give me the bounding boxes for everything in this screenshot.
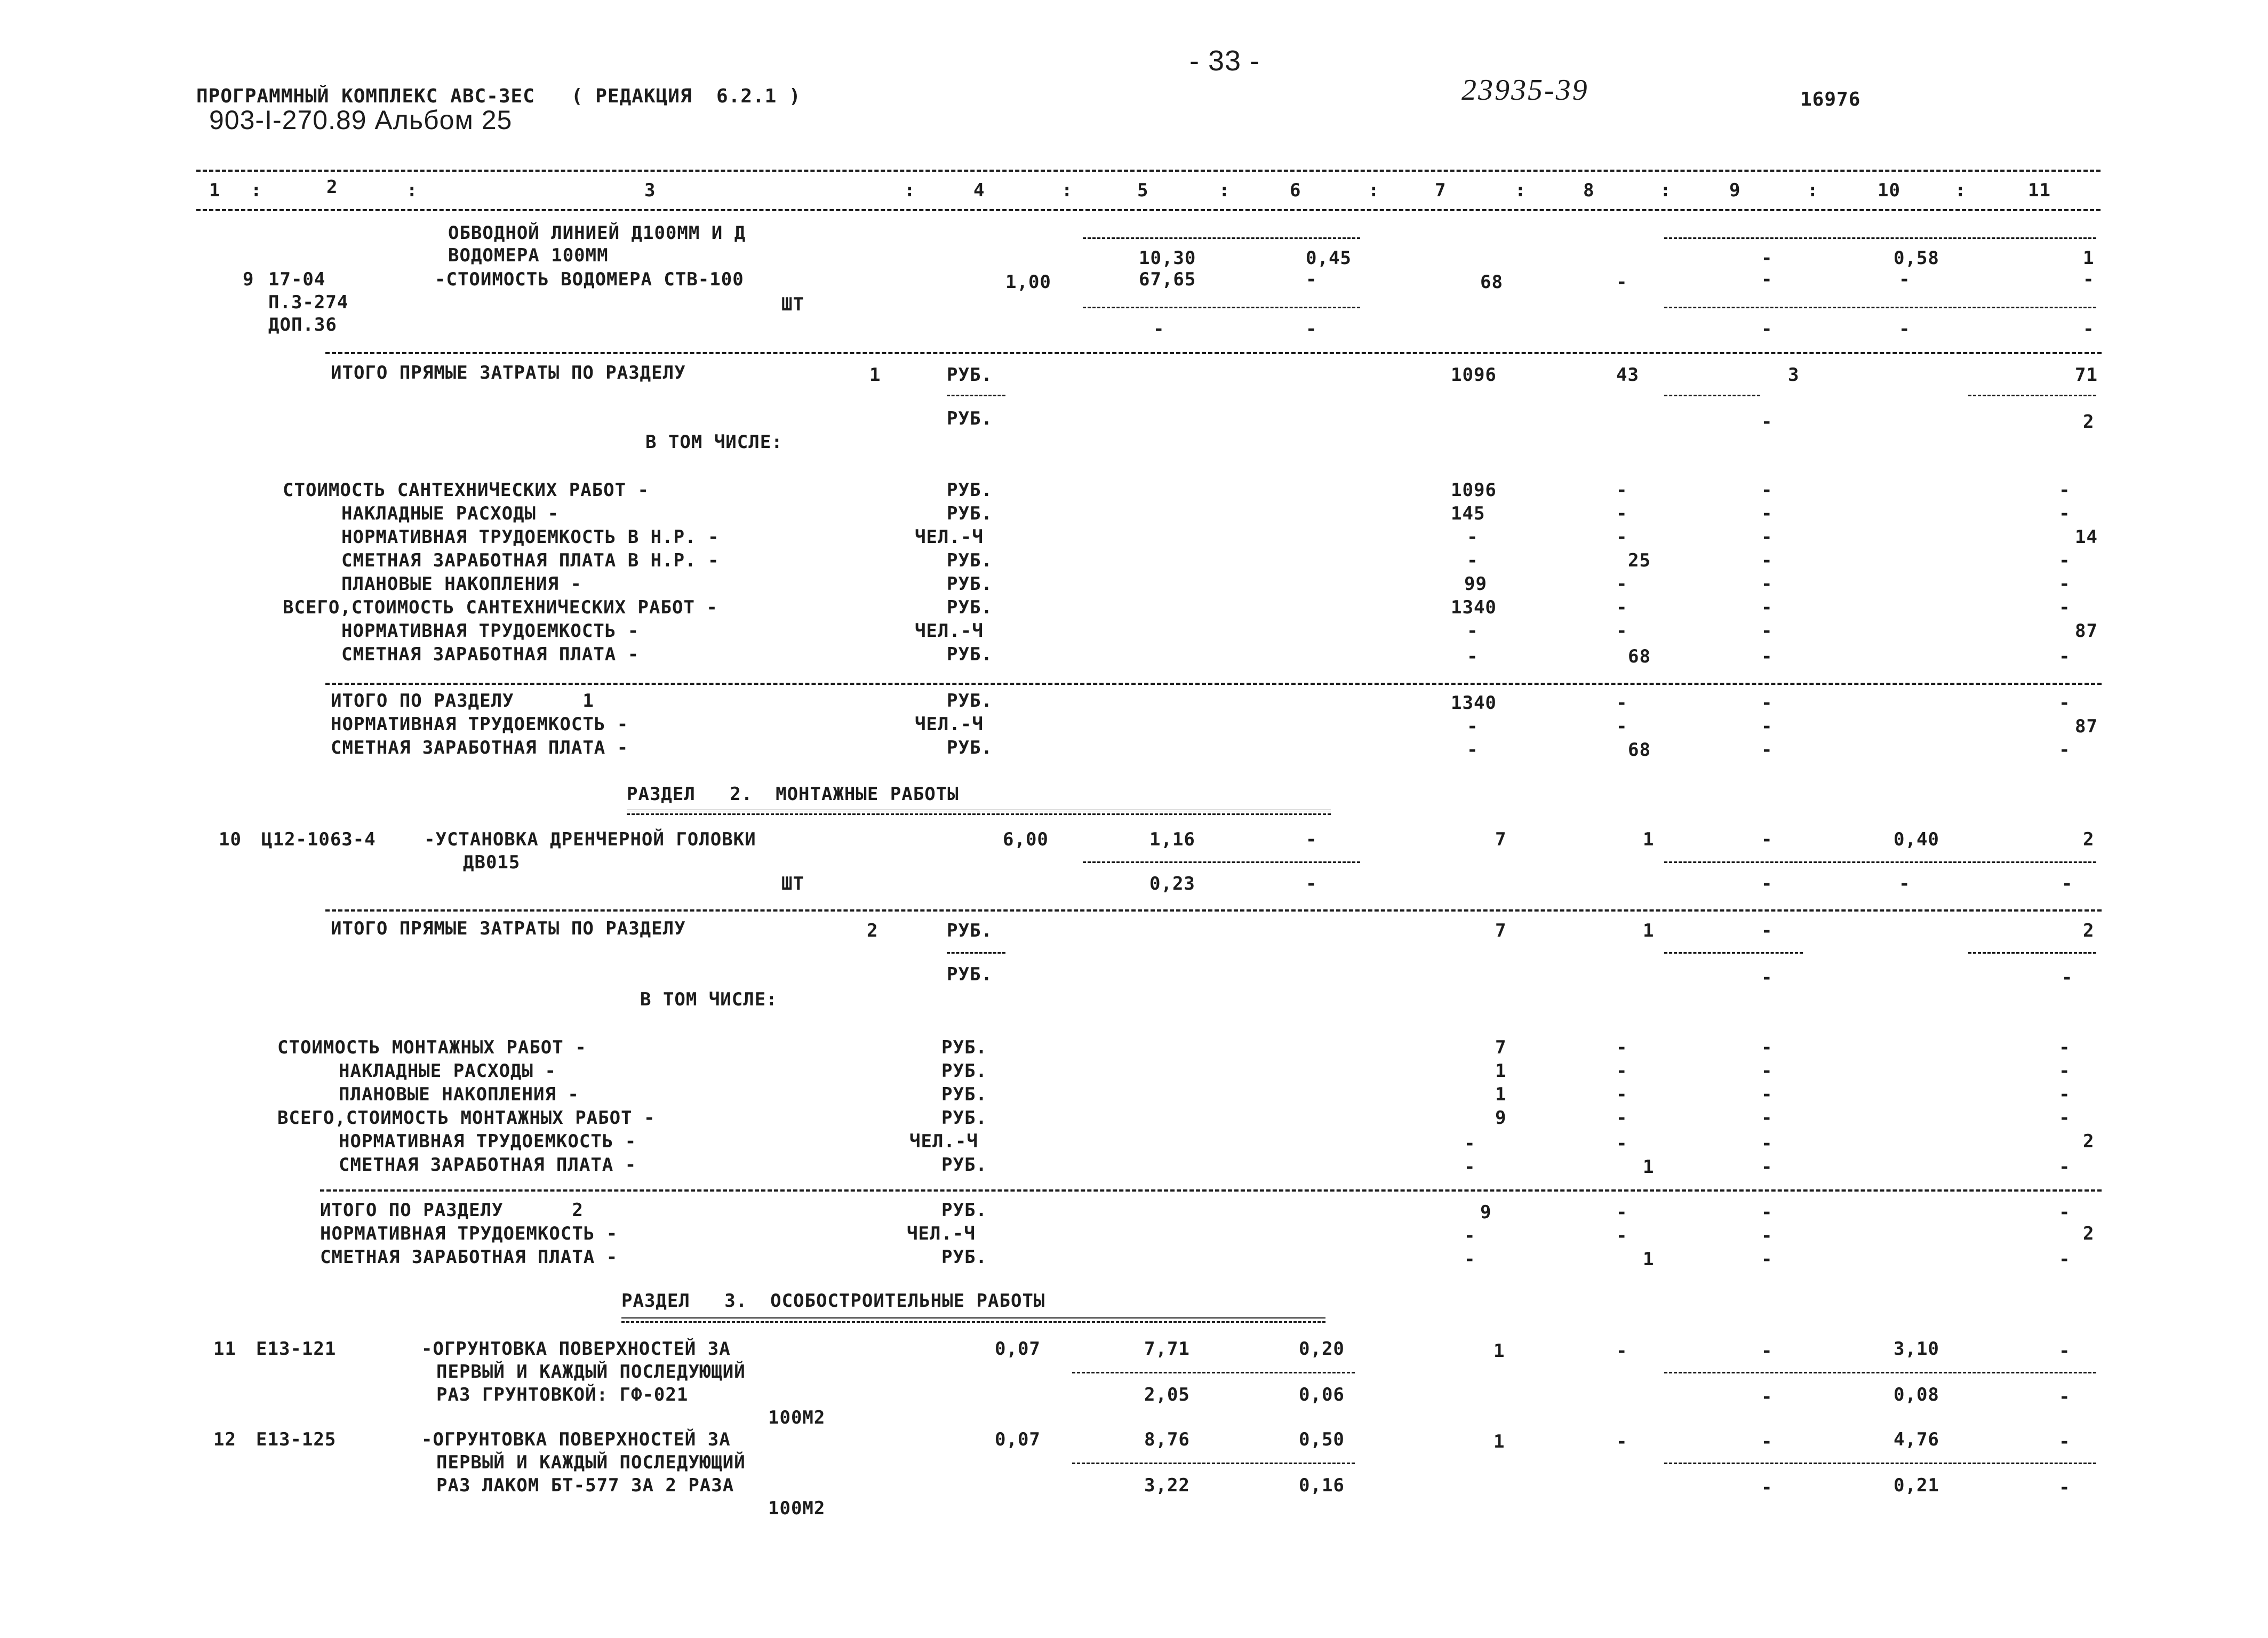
cell-col7: - <box>1467 716 1479 737</box>
section-2-title: РАЗДЕЛ 2. МОНТАЖНЫЕ РАБОТЫ <box>627 784 959 805</box>
cell-rule <box>1664 307 2096 308</box>
cell-col5: 3,22 <box>1144 1475 1190 1496</box>
row-description: ПЕРВЫЙ И КАЖДЫЙ ПОСЛЕДУЮЩИЙ <box>436 1452 746 1473</box>
unit-label: РУБ. <box>947 964 993 985</box>
unit-label: РУБ. <box>941 1084 987 1105</box>
cell-col5: 0,23 <box>1149 873 1195 894</box>
cell-col8: - <box>1616 1084 1628 1105</box>
cell-col9: - <box>1761 920 1773 941</box>
cell-col7: - <box>1467 646 1479 667</box>
cell-col4: 6,00 <box>1003 829 1049 850</box>
cell-col9: - <box>1761 1107 1773 1129</box>
cell-col9: - <box>1761 967 1773 988</box>
unit-label: РУБ. <box>941 1154 987 1176</box>
cell-col11: - <box>2059 1340 2071 1362</box>
cell-col11: - <box>2083 269 2095 290</box>
unit-label: РУБ. <box>947 364 993 386</box>
col-sep: : <box>1368 180 1380 201</box>
summary-label: ПЛАНОВЫЕ НАКОПЛЕНИЯ - <box>339 1084 579 1105</box>
col-sep: : <box>1061 180 1073 201</box>
cell-col7: - <box>1464 1156 1476 1178</box>
cell-rule <box>1083 237 1360 239</box>
cell-col11: 71 <box>2075 364 2098 386</box>
unit-label: РУБ. <box>941 1060 987 1082</box>
unit-label: РУБ. <box>947 408 993 429</box>
cell-col5: 10,30 <box>1139 247 1196 269</box>
col-header-6: 6 <box>1290 180 1301 201</box>
col-header-7: 7 <box>1435 180 1447 201</box>
album-ref: 903-I-270.89 Альбом 25 <box>209 105 513 135</box>
cell-col9: - <box>1761 739 1773 761</box>
cell-col7: - <box>1467 526 1479 548</box>
cell-col8: 25 <box>1628 550 1651 571</box>
cell-col9: - <box>1761 1431 1773 1452</box>
row-unit: ШТ <box>781 294 804 315</box>
section-number: 1 <box>869 364 881 386</box>
cell-col9: - <box>1761 1249 1773 1270</box>
col-header-10: 10 <box>1878 180 1900 201</box>
cell-col10: 0,08 <box>1894 1384 1939 1405</box>
summary-label: НОРМАТИВНАЯ ТРУДОЕМКОСТЬ - <box>341 620 640 642</box>
cell-col9: - <box>1761 1133 1773 1154</box>
cell-col9: - <box>1761 620 1773 642</box>
cell-col11: 2 <box>2083 829 2095 850</box>
unit-label: РУБ. <box>947 550 993 571</box>
summary-label: НАКЛАДНЫЕ РАСХОДЫ - <box>341 503 559 524</box>
row-code: П.3-274 <box>268 292 349 313</box>
cell-col6: 0,16 <box>1299 1475 1345 1496</box>
cell-col9: - <box>1761 646 1773 667</box>
cell-rule <box>1664 1372 2096 1373</box>
unit-label: РУБ. <box>947 503 993 524</box>
cell-col11: - <box>2059 550 2071 571</box>
unit-label: ЧЕЛ.-Ч <box>915 620 984 642</box>
col-sep: : <box>406 180 418 201</box>
cell-col6: - <box>1306 829 1317 850</box>
row-description: -ОГРУНТОВКА ПОВЕРХНОСТЕЙ ЗА <box>421 1338 731 1360</box>
col-header-1: 1 <box>209 180 221 201</box>
cell-col11: 87 <box>2075 716 2098 737</box>
cell-rule <box>947 952 1005 954</box>
unit-label: РУБ. <box>947 597 993 618</box>
section-rule <box>325 909 2102 912</box>
cell-col8: - <box>1616 1133 1628 1154</box>
summary-label: СМЕТНАЯ ЗАРАБОТНАЯ ПЛАТА - <box>341 644 640 665</box>
cell-col8: - <box>1616 573 1628 595</box>
cell-col4: 0,07 <box>995 1338 1041 1360</box>
cell-col11: - <box>2059 1084 2071 1105</box>
summary-label: ВСЕГО,СТОИМОСТЬ САНТЕХНИЧЕСКИХ РАБОТ - <box>283 597 718 618</box>
row-number: 12 <box>213 1429 236 1450</box>
cell-col5: 2,05 <box>1144 1384 1190 1405</box>
program-name: ПРОГРАММНЫЙ КОМПЛЕКС АВС-ЗЕС ( РЕДАКЦИЯ 6.2.1 ) <box>196 85 801 107</box>
row-description: РАЗ ГРУНТОВКОЙ: ГФ-021 <box>436 1384 689 1405</box>
cell-col10: 4,76 <box>1894 1429 1939 1450</box>
cell-col11: - <box>2059 503 2071 524</box>
cell-col6: 0,45 <box>1306 247 1352 269</box>
unit-label: ЧЕЛ.-Ч <box>909 1131 978 1152</box>
summary-label: НОРМАТИВНАЯ ТРУДОЕМКОСТЬ В Н.Р. - <box>341 526 720 548</box>
cell-col11: - <box>2059 739 2071 761</box>
row-description: ДВ015 <box>463 852 521 873</box>
header-bottom-rule <box>196 209 2101 211</box>
cell-col8: - <box>1616 503 1628 524</box>
cell-col9: - <box>1761 411 1773 433</box>
cell-col8: - <box>1616 1107 1628 1129</box>
cell-col11: - <box>2059 480 2071 501</box>
cell-col7: 1340 <box>1451 597 1497 618</box>
section-rule <box>325 352 2102 354</box>
row-code: ДОП.36 <box>268 314 337 335</box>
cell-col7: 7 <box>1495 920 1507 941</box>
cell-col8: 1 <box>1643 920 1655 941</box>
cell-col9: - <box>1761 716 1773 737</box>
unit-label: РУБ. <box>941 1200 987 1221</box>
cell-col7: 1 <box>1495 1084 1507 1105</box>
col-header-2: 2 <box>326 177 338 198</box>
row-unit: 100М2 <box>768 1498 826 1519</box>
unit-label: ЧЕЛ.-Ч <box>907 1223 976 1244</box>
section-2-underline <box>627 810 1331 815</box>
summary-label: НАКЛАДНЫЕ РАСХОДЫ - <box>339 1060 556 1082</box>
cell-col6: - <box>1306 873 1317 894</box>
cell-col10: - <box>1899 269 1911 290</box>
section-number: 2 <box>867 920 879 941</box>
cell-col9: - <box>1761 829 1773 850</box>
unit-label: РУБ. <box>947 737 993 758</box>
cell-col9: - <box>1761 597 1773 618</box>
cell-col10: 0,40 <box>1894 829 1939 850</box>
row-number: 9 <box>243 269 254 290</box>
col-sep: : <box>1955 180 1967 201</box>
col-header-8: 8 <box>1583 180 1595 201</box>
cell-col9: - <box>1761 1340 1773 1362</box>
col-sep: : <box>1807 180 1819 201</box>
col-sep: : <box>1219 180 1231 201</box>
cell-col8: 1 <box>1643 1249 1655 1270</box>
cell-rule <box>1664 395 1760 396</box>
cell-col4: 1,00 <box>1005 271 1051 293</box>
cell-col7: 7 <box>1495 829 1507 850</box>
cell-col7: 7 <box>1495 1037 1507 1058</box>
cell-col10: 0,21 <box>1894 1475 1939 1496</box>
cell-col7: 1 <box>1494 1340 1505 1362</box>
cell-col11: 2 <box>2083 1131 2095 1152</box>
cell-rule <box>1664 237 2096 239</box>
cell-col5: 8,76 <box>1144 1429 1190 1450</box>
col-header-3: 3 <box>644 180 656 201</box>
cell-col9: - <box>1761 526 1773 548</box>
cell-rule <box>1664 861 2096 863</box>
cell-col7: - <box>1464 1249 1476 1270</box>
cell-col8: - <box>1616 1225 1628 1247</box>
unit-label: ЧЕЛ.-Ч <box>915 714 984 735</box>
cell-col11: 2 <box>2083 411 2095 433</box>
cell-rule <box>1968 395 2096 396</box>
row-code: 17-04 <box>268 269 326 290</box>
cell-col9: - <box>1761 873 1773 894</box>
summary-label: СМЕТНАЯ ЗАРАБОТНАЯ ПЛАТА В Н.Р. - <box>341 550 720 571</box>
cell-col11: - <box>2059 1202 2071 1223</box>
row-description: РАЗ ЛАКОМ БТ-577 ЗА 2 РАЗА <box>436 1475 734 1496</box>
cell-col6: - <box>1306 318 1317 340</box>
cell-col8: 43 <box>1616 364 1639 386</box>
cell-col11: - <box>2059 1431 2071 1452</box>
cell-col11: - <box>2062 967 2073 988</box>
cell-rule <box>947 395 1005 396</box>
cell-col9: - <box>1761 1225 1773 1247</box>
summary-label: СМЕТНАЯ ЗАРАБОТНАЯ ПЛАТА - <box>331 737 629 758</box>
cell-col9: - <box>1761 692 1773 714</box>
cell-col7: - <box>1467 620 1479 642</box>
cell-col8: 68 <box>1628 739 1651 761</box>
cell-col7: 1 <box>1495 1060 1507 1082</box>
col-header-4: 4 <box>973 180 985 201</box>
col-sep: : <box>1660 180 1672 201</box>
cell-col8: - <box>1616 480 1628 501</box>
summary-label: НОРМАТИВНАЯ ТРУДОЕМКОСТЬ - <box>331 714 629 735</box>
cell-col11: 1 <box>2083 247 2095 269</box>
cell-col11: 14 <box>2075 526 2098 548</box>
row-number: 10 <box>219 829 242 850</box>
cell-rule <box>1072 1372 1355 1373</box>
cell-col11: - <box>2059 692 2071 714</box>
cell-col10: 0,58 <box>1894 247 1939 269</box>
col-sep: : <box>251 180 262 201</box>
unit-label: РУБ. <box>941 1247 987 1268</box>
unit-label: РУБ. <box>947 920 993 941</box>
cell-col8: - <box>1616 1340 1628 1362</box>
unit-label: РУБ. <box>947 690 993 712</box>
unit-label: РУБ. <box>941 1107 987 1129</box>
including-label: В ТОМ ЧИСЛЕ: <box>645 432 783 453</box>
col-sep: : <box>1515 180 1527 201</box>
cell-col11: 2 <box>2083 1223 2095 1244</box>
unit-label: РУБ. <box>947 480 993 501</box>
cell-col7: 145 <box>1451 503 1486 524</box>
cell-col10: - <box>1899 318 1911 340</box>
cell-col8: 68 <box>1628 646 1651 667</box>
cell-col11: - <box>2059 1477 2071 1498</box>
summary-label: ИТОГО ПО РАЗДЕЛУ 1 <box>331 690 594 712</box>
cell-col11: - <box>2059 1037 2071 1058</box>
cell-col7: 99 <box>1464 573 1487 595</box>
cell-col8: - <box>1616 271 1628 293</box>
cell-col9: - <box>1761 1037 1773 1058</box>
section-3-title: РАЗДЕЛ 3. ОСОБОСТРОИТЕЛЬНЫЕ РАБОТЫ <box>621 1290 1045 1312</box>
cell-col8: - <box>1616 1037 1628 1058</box>
row-code: Е13-125 <box>256 1429 337 1450</box>
cell-col8: - <box>1616 597 1628 618</box>
cell-rule <box>1664 952 1803 954</box>
cell-col9: - <box>1761 503 1773 524</box>
cell-rule <box>1083 307 1360 308</box>
cell-col7: 1096 <box>1451 480 1497 501</box>
cell-col11: - <box>2059 1107 2071 1129</box>
row-code: Е13-121 <box>256 1338 337 1360</box>
cell-col7: 1 <box>1494 1431 1505 1452</box>
cell-col9: - <box>1761 550 1773 571</box>
cell-col7: 9 <box>1480 1202 1492 1223</box>
unit-label: РУБ. <box>947 573 993 595</box>
cell-col7: - <box>1467 550 1479 571</box>
cell-col5: 7,71 <box>1144 1338 1190 1360</box>
col-header-11: 11 <box>2028 180 2051 201</box>
col-header-5: 5 <box>1137 180 1149 201</box>
row-number: 11 <box>213 1338 236 1360</box>
cell-col9: - <box>1761 1084 1773 1105</box>
cell-col11: 87 <box>2075 620 2098 642</box>
cell-col10: - <box>1899 873 1911 894</box>
including-label: В ТОМ ЧИСЛЕ: <box>640 989 778 1010</box>
cell-rule <box>1664 1463 2096 1464</box>
summary-label: НОРМАТИВНАЯ ТРУДОЕМКОСТЬ - <box>339 1131 637 1152</box>
cell-col9: 3 <box>1788 364 1800 386</box>
cell-col11: - <box>2059 597 2071 618</box>
document-code: 23935-39 <box>1462 74 1589 107</box>
summary-label: ВСЕГО,СТОИМОСТЬ МОНТАЖНЫХ РАБОТ - <box>277 1107 656 1129</box>
cell-col9: - <box>1761 247 1773 269</box>
cell-col11: - <box>2062 873 2073 894</box>
summary-label: СТОИМОСТЬ МОНТАЖНЫХ РАБОТ - <box>277 1037 587 1058</box>
cell-col5: 67,65 <box>1139 269 1196 290</box>
cell-col9: - <box>1761 1477 1773 1498</box>
cell-rule <box>1072 1463 1355 1464</box>
cell-col6: 0,20 <box>1299 1338 1345 1360</box>
cell-col11: - <box>2083 318 2095 340</box>
cell-col6: 0,50 <box>1299 1429 1345 1450</box>
cell-col7: 1096 <box>1451 364 1497 386</box>
summary-label: НОРМАТИВНАЯ ТРУДОЕМКОСТЬ - <box>320 1223 618 1244</box>
row-description: -СТОИМОСТЬ ВОДОМЕРА СТВ-100 <box>435 269 744 290</box>
section-rule <box>320 1189 2102 1192</box>
cell-col8: - <box>1616 620 1628 642</box>
summary-label: СТОИМОСТЬ САНТЕХНИЧЕСКИХ РАБОТ - <box>283 480 650 501</box>
cell-col11: - <box>2059 1249 2071 1270</box>
col-header-9: 9 <box>1729 180 1741 201</box>
page-number: - 33 - <box>1189 45 1260 77</box>
cell-col7: - <box>1464 1225 1476 1247</box>
summary-label: СМЕТНАЯ ЗАРАБОТНАЯ ПЛАТА - <box>320 1247 618 1268</box>
cell-col8: - <box>1616 1202 1628 1223</box>
cell-col6: 0,06 <box>1299 1384 1345 1405</box>
cell-col8: - <box>1616 526 1628 548</box>
cell-col9: - <box>1761 318 1773 340</box>
cell-col11: - <box>2059 1156 2071 1178</box>
cell-col4: 0,07 <box>995 1429 1041 1450</box>
total-direct-label: ИТОГО ПРЯМЫЕ ЗАТРАТЫ ПО РАЗДЕЛУ <box>331 362 686 383</box>
row-code: Ц12-1063-4 <box>261 829 376 850</box>
cell-col7: - <box>1467 739 1479 761</box>
sheet-code: 16976 <box>1800 89 1861 110</box>
cell-col5: 1,16 <box>1149 829 1195 850</box>
cell-col9: - <box>1761 269 1773 290</box>
section-rule <box>325 683 2102 685</box>
unit-label: ЧЕЛ.-Ч <box>915 526 984 548</box>
cell-col5: - <box>1153 318 1165 340</box>
cell-col8: - <box>1616 692 1628 714</box>
total-direct-label: ИТОГО ПРЯМЫЕ ЗАТРАТЫ ПО РАЗДЕЛУ <box>331 918 686 939</box>
section-3-underline <box>621 1317 1325 1323</box>
row-description: ОБВОДНОЙ ЛИНИЕЙ Д100ММ И Д <box>448 222 746 244</box>
cell-rule <box>1968 952 2096 954</box>
row-unit: 100М2 <box>768 1407 826 1428</box>
cell-col10: 3,10 <box>1894 1338 1939 1360</box>
cell-col7: 68 <box>1480 271 1503 293</box>
cell-col11: - <box>2059 646 2071 667</box>
cell-col6: - <box>1306 269 1317 290</box>
col-sep: : <box>904 180 916 201</box>
cell-col7: 1340 <box>1451 692 1497 714</box>
row-unit: ШТ <box>781 873 804 894</box>
cell-col11: 2 <box>2083 920 2095 941</box>
cell-col9: - <box>1761 1060 1773 1082</box>
table-top-rule <box>196 170 2101 172</box>
cell-col7: 9 <box>1495 1107 1507 1129</box>
summary-label: ПЛАНОВЫЕ НАКОПЛЕНИЯ - <box>341 573 582 595</box>
summary-label: СМЕТНАЯ ЗАРАБОТНАЯ ПЛАТА - <box>339 1154 637 1176</box>
cell-col8: - <box>1616 716 1628 737</box>
cell-col9: - <box>1761 573 1773 595</box>
cell-col8: 1 <box>1643 1156 1655 1178</box>
cell-col8: - <box>1616 1060 1628 1082</box>
unit-label: РУБ. <box>947 644 993 665</box>
cell-col8: - <box>1616 1431 1628 1452</box>
cell-col7: - <box>1464 1133 1476 1154</box>
cell-col8: 1 <box>1643 829 1655 850</box>
cell-col9: - <box>1761 1156 1773 1178</box>
cell-rule <box>1083 861 1360 863</box>
cell-col11: - <box>2059 1386 2071 1408</box>
row-description: -ОГРУНТОВКА ПОВЕРХНОСТЕЙ ЗА <box>421 1429 731 1450</box>
cell-col9: - <box>1761 480 1773 501</box>
summary-label: ИТОГО ПО РАЗДЕЛУ 2 <box>320 1200 584 1221</box>
unit-label: РУБ. <box>941 1037 987 1058</box>
cell-col11: - <box>2059 573 2071 595</box>
row-description: ВОДОМЕРА 100ММ <box>448 245 609 266</box>
cell-col11: - <box>2059 1060 2071 1082</box>
cell-col9: - <box>1761 1202 1773 1223</box>
row-description: -УСТАНОВКА ДРЕНЧЕРНОЙ ГОЛОВКИ <box>424 829 756 850</box>
row-description: ПЕРВЫЙ И КАЖДЫЙ ПОСЛЕДУЮЩИЙ <box>436 1361 746 1383</box>
cell-col9: - <box>1761 1386 1773 1408</box>
